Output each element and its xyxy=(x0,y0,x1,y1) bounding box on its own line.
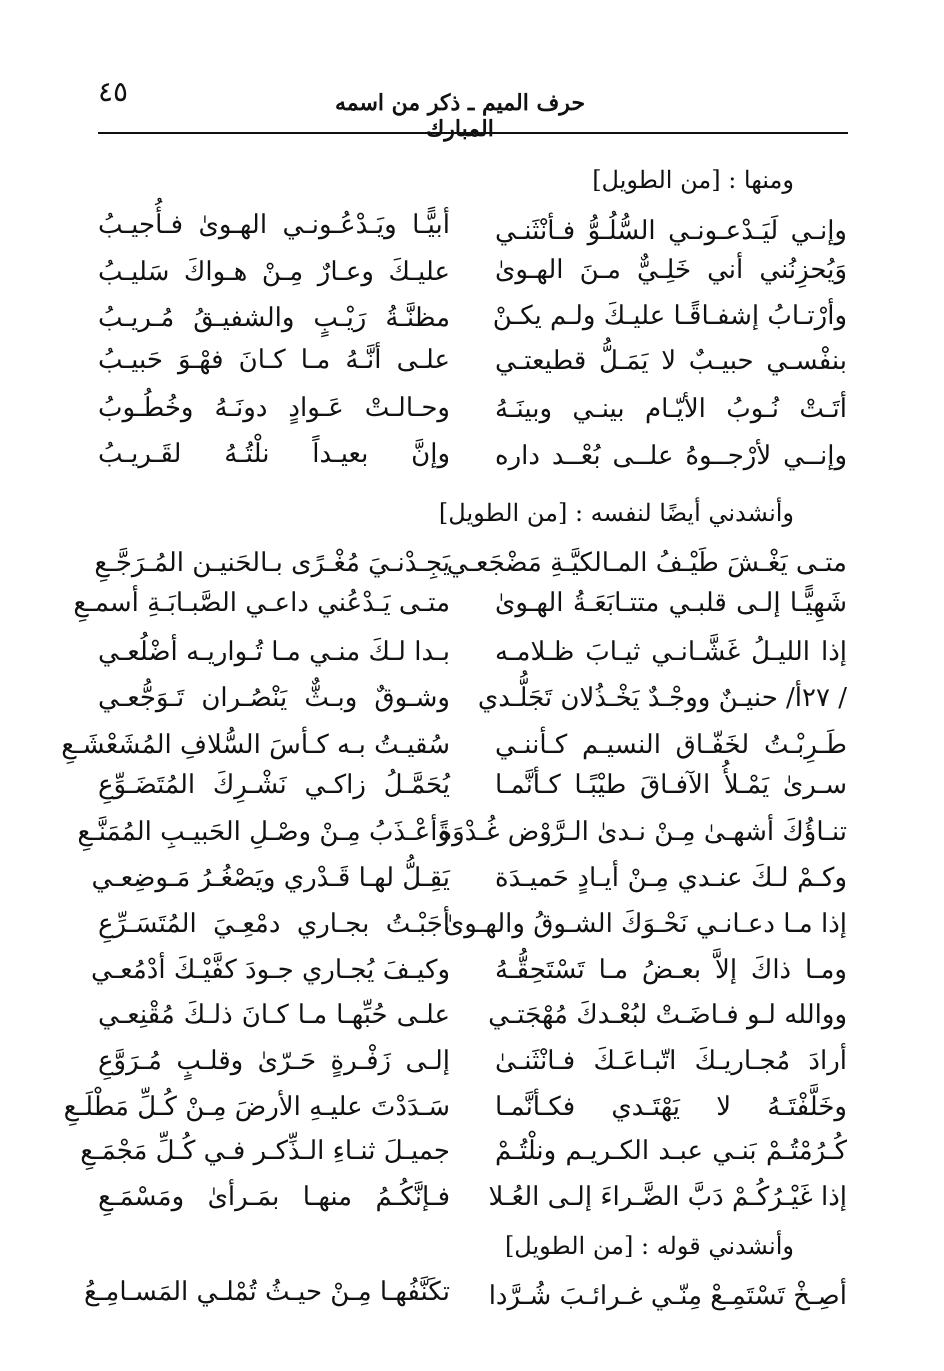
verse-first-hemistich: متـى يَغْـشَ طَيْـفُ المـالكيَّـةِ مَضْجَعـي xyxy=(446,548,847,578)
verse-second-hemistich: يَجِـدْنـيَ مُغْـرًى بـالحَنيـن المُـرَجَّـعِ xyxy=(94,548,450,578)
verse-second-hemistich: وشـوقٌ وبـثٌّ يَنْصُـران تَـوَجُّعـي xyxy=(98,683,450,713)
verse-first-hemistich: ومـا ذاكَ إلاَّ بعـضُ مـا تَسْتَحِقُّـهُ xyxy=(495,955,847,985)
verse-first-hemistich: وخَلَّفْتَـهُ لا يَهْتَـدي فكـأنَّمـا xyxy=(495,1092,847,1122)
verse-first-hemistich: أصِـخْ تَسْتَمِـعْ مِنّـي غـرائـبَ شُـرَّدا xyxy=(488,1281,847,1311)
verse-second-hemistich: سَـدَدْتَ عليـهِ الأرضَ مِـنْ كُـلِّ مَطْلَـعِ xyxy=(63,1092,450,1122)
running-title: حرف الميم ـ ذكر من اسمه المبارك xyxy=(334,90,586,142)
verse-second-hemistich: علـى حُبِّهـا مـا كـانَ ذلـكَ مُقْنِعـي xyxy=(98,1000,450,1030)
verse-first-hemistich: كُـرُمْتُـمْ بَنـي عبـد الكـريـم ونلْتُـمْ xyxy=(495,1136,847,1166)
verse-second-hemistich: وأعْـذَبُ مِـنْ وصْـلِ الحَبيـبِ المُمَنَّـعِ xyxy=(77,817,450,847)
verse-second-hemistich: مظنَّـةُ رَيْـبٍ والشفيـقُ مُـريـبُ xyxy=(98,303,450,333)
verse-first-hemistich: وإنـي لَيَـدْعـونـي السُّلُـوُّ فـأنْثَنـي xyxy=(495,216,847,246)
verse-second-hemistich: وحـالـتْ عَـوادٍ دونَـهُ وخُطُـوبُ xyxy=(98,393,450,423)
verse-first-hemistich: طَـرِبْـتُ لخَفّـاق النسيـم كـأننـي xyxy=(495,730,847,760)
verse-second-hemistich: عليـكَ وعـارٌ مِـنْ هـواكَ سَليـبُ xyxy=(98,257,450,287)
verse-second-hemistich: جميـلَ ثنـاءِ الـذِّكـر فـي كُـلِّ مَجْمَـعِ xyxy=(80,1136,450,1166)
page-number: ٤٥ xyxy=(98,75,129,108)
verse-first-hemistich: شَهِيًّـا إلـى قلبـي متتـابَعَـةُ الهـوىٰ xyxy=(495,588,847,618)
verse-first-hemistich: وَيُحزِنُني أني خَلِـيٌّ مـنَ الهـوىٰ xyxy=(495,255,847,285)
verse-first-hemistich: وأرْتـابُ إشفـاقًـا عليـكَ ولـم يكـنْ xyxy=(492,301,847,331)
verse-first-hemistich: سـرىٰ يَمْـلأُ الآفـاقَ طيْبًـا كـأنَّمـا xyxy=(495,770,847,800)
verse-first-hemistich: إذا الليـلُ غَشَّـانـي ثيـابَ ظـلامـه xyxy=(495,637,847,667)
header-rule xyxy=(98,132,848,134)
verse-first-hemistich: وإنــي لأرْجــوهُ علــى بُعْــد داره xyxy=(495,441,847,471)
verse-second-hemistich: سُقيـتُ بـه كـأسَ السُّلافِ المُشَعْشَـعِ xyxy=(61,730,450,760)
verse-first-hemistich: بنفْسـي حبيـبٌ لا يَمَـلُّ قطيعتـي xyxy=(495,346,847,376)
verse-first-hemistich: إذا غَيْـرُكُـمْ دَبَّ الضَّـراءَ إلـى العُـلا xyxy=(488,1182,847,1212)
verse-first-hemistich: ووالله لـو فـاضَـتْ لبُعْـدكَ مُهْجَتـي xyxy=(488,1000,847,1030)
verse-second-hemistich: بـدا لـكَ منـي مـا تُـواريـه أضْلُعـي xyxy=(98,637,450,667)
verse-second-hemistich: تكَنَّفُهـا مِـنْ حيـثُ تُمْلـي المَسـامِـعُ xyxy=(83,1277,450,1307)
verse-second-hemistich: يُحَمَّـلُ زاكـي نَشْـرِكَ المُتَضَـوِّعِ xyxy=(98,770,450,800)
verse-second-hemistich: وكيـفَ يُجـاري جـودَ كفَّيْـكَ أدْمُعـي xyxy=(91,955,450,985)
verse-second-hemistich: علـى أنَّـهُ مـا كـانَ فهْـوَ حَبيـبُ xyxy=(98,345,450,375)
verse-first-hemistich: / ٢٧أ/ حنيـنٌ ووجْـدٌ يَخْـذُلان تَجَلُّـدي xyxy=(477,683,847,713)
verse-second-hemistich: أجَبْـتُ بجـاري دمْعِـيَ المُتَسَـرِّعِ xyxy=(98,909,450,939)
verse-first-hemistich: أتَـتْ نُـوبُ الأيّـام بينـي وبينَـهُ xyxy=(495,394,847,424)
poem-intro: وأنشدني أيضًا لنفسه : [من الطويل] xyxy=(438,499,794,527)
verse-second-hemistich: يَقِـلُّ لهـا قَـدْري ويَصْغُـرُ مَـوضِعـي xyxy=(91,863,450,893)
verse-first-hemistich: تنـاؤُكَ أشهـىٰ مِـنْ نـدىٰ الـرَّوْض غُـدْوَةً xyxy=(438,817,847,847)
verse-second-hemistich: وإنَّ بعيـداً نلْتُـهُ لقَـريـبُ xyxy=(98,439,450,469)
verse-first-hemistich: وكـمْ لـكَ عنـدي مِـنْ أيـادٍ حَميـدَة xyxy=(495,863,847,893)
verse-second-hemistich: إلـى زَفْـرةٍ حَـرّىٰ وقلـبٍ مُـرَوَّعِ xyxy=(98,1046,450,1076)
poem-intro: وأنشدني قوله : [من الطويل] xyxy=(504,1232,794,1260)
verse-first-hemistich: أرادَ مُجـاريـكَ اتّبـاعَـكَ فـانْثَنـىٰ xyxy=(495,1046,847,1076)
verse-first-hemistich: إذا مـا دعـانـي نَحْـوَكَ الشـوقُ والهـوىٰ xyxy=(443,909,847,939)
verse-second-hemistich: متـى يَـدْعُني داعـي الصَّبـابَـةِ أسمـعِ xyxy=(73,588,450,618)
verse-second-hemistich: فـإنَّكُـمُ منهـا بمَـرأىٰ ومَسْمَـعِ xyxy=(98,1182,450,1212)
verse-second-hemistich: أبيًّـا ويَـدْعُـونـي الهـوىٰ فـأُجيـبُ xyxy=(98,210,450,240)
poem-intro: ومنها : [من الطويل] xyxy=(592,166,794,194)
